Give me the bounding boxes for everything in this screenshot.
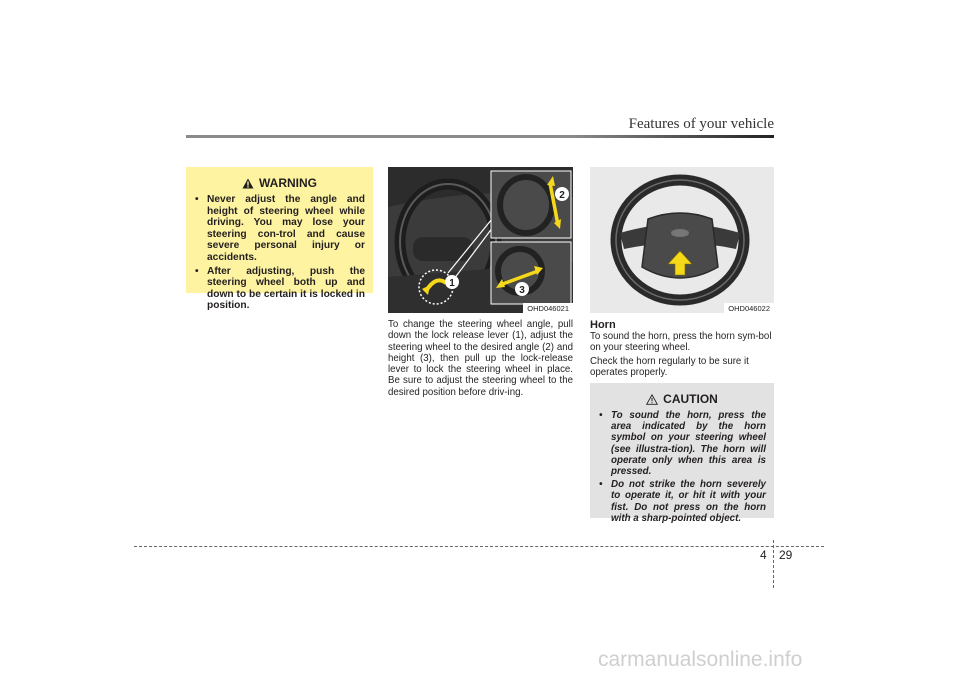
warning-list xyxy=(194,194,365,312)
figure-code: OHD046022 xyxy=(724,303,774,313)
chapter-number: 4 xyxy=(760,548,767,562)
caution-title-row xyxy=(590,392,774,406)
caution-item: • To sound the horn, press the area indicated by the horn symbol on your steering wheel (see illustra-tion). The horn will operate only when this area is pressed. xyxy=(598,410,766,477)
warning-title: WARNING xyxy=(259,176,317,190)
header-rule xyxy=(186,135,774,138)
warning-triangle-icon xyxy=(242,178,254,189)
callout-3: 3 xyxy=(519,285,525,296)
warning-item: • After adjusting, push the steering wheel both up and down to be certain it is locked in position. xyxy=(194,266,365,312)
steering-adjust-illustration xyxy=(388,167,573,313)
warning-box xyxy=(186,167,373,312)
site-watermark: carmanualsonline.info xyxy=(598,648,803,671)
footer-rule xyxy=(134,546,824,547)
horn-illustration xyxy=(590,167,774,313)
warning-title-row xyxy=(186,176,373,190)
footer-divider xyxy=(773,540,774,588)
warning-item: • Never adjust the angle and height of steering wheel while driving. You may lose your steering con-trol and cause severe personal injury or accidents. xyxy=(194,194,365,264)
callout-1: 1 xyxy=(449,278,455,289)
caution-list xyxy=(598,410,766,524)
caution-triangle-icon xyxy=(646,394,658,405)
page-number: 29 xyxy=(779,548,793,562)
callout-2: 2 xyxy=(559,190,565,201)
figure-code: OHD046021 xyxy=(523,303,573,313)
caution-box xyxy=(590,383,774,524)
section-title: Features of your vehicle xyxy=(628,116,774,132)
horn-paragraph: To sound the horn, press the horn sym-bol on your steering wheel. xyxy=(590,331,772,354)
horn-paragraph: Check the horn regularly to be sure it operates properly. xyxy=(590,356,749,379)
caution-title: CAUTION xyxy=(663,392,718,406)
steering-adjust-text: To change the steering wheel angle, pull down the lock release lever (1), adjust the steering wheel to the desired angle (2) and height (3), then pull up the lock-release lever to lock the steering wheel in place. Be sure to adjust the steering wheel to the desired position before driv-ing. xyxy=(388,319,573,398)
horn-heading: Horn xyxy=(590,319,616,331)
caution-item: • Do not strike the horn severely to operate it, or hit it with your fist. Do not press on the horn with a sharp-pointed object. xyxy=(598,479,766,524)
